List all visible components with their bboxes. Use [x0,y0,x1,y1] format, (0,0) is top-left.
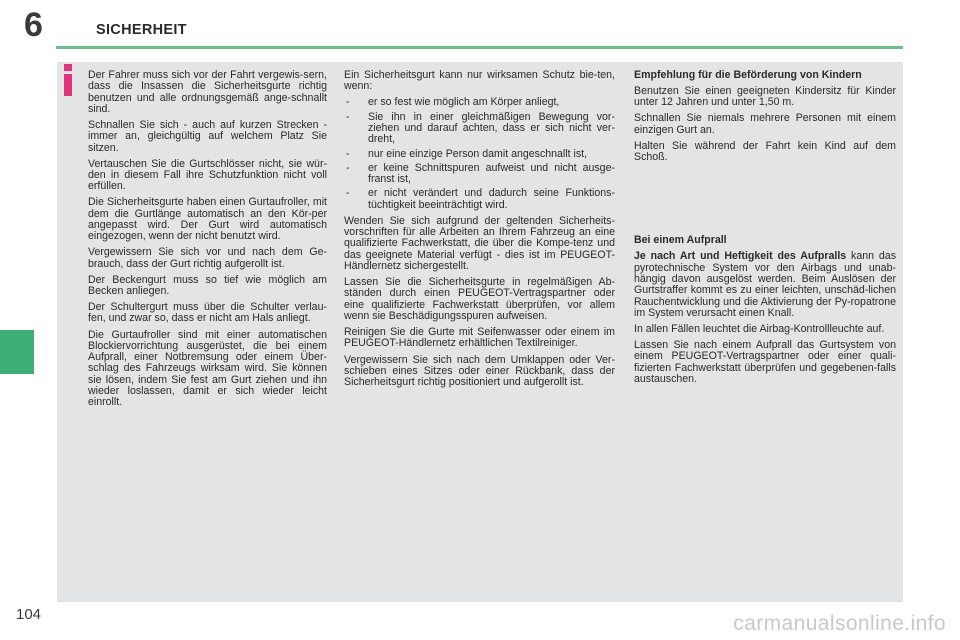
paragraph: Vergewissern Sie sich nach dem Umklappen oder Ver-schieben eines Sitzes oder einer Rückbank, dass der Sicherheitsgurt richtig positioniert und aufgerollt ist. [344,353,615,389]
column-children-and-impact [634,70,896,390]
page-number: 104 [16,606,42,623]
list-item [344,97,615,108]
list-item [344,149,615,160]
paragraph: Vertauschen Sie die Gurtschlösser nicht, sie wür-den in diesem Fall ihre Schutzfunktion nicht voll erfüllen. [88,157,327,193]
list-item [344,188,615,211]
paragraph: Vergewissern Sie sich vor und nach dem Ge-brauch, dass der Gurt richtig aufgerollt ist. [88,246,327,270]
list-item-text: er keine Schnittspuren aufweist und nicht ausge-franst ist, [368,161,615,186]
list-item-text: er nicht verändert und dadurch seine Funktions-tüchtigkeit beeinträchtigt wird. [368,187,615,211]
chapter-side-tab [0,330,34,374]
list-item-text: er so fest wie möglich am Körper anliegt, [368,96,560,109]
list-item [344,163,615,186]
paragraph: Lassen Sie nach einem Aufprall das Gurtsystem von einem PEUGEOT-Vertragspartner oder einer quali-fizierten Fachwerkstatt überprüfen und gegebenen-falls austauschen. [634,339,896,385]
list-marker: - [346,96,350,109]
list-intro: Ein Sicherheitsgurt kann nur wirksamen Schutz bie-ten, wenn: [344,69,615,93]
paragraph: Die Gurtaufroller sind mit einer automatischen Blockiervorrichtung ausgerüstet, die bei einem Aufprall, einer Notbremsung oder einem Über-schlag des Fahrzeugs wirksam wird. Sie können sie lösen, indem Sie fest am Gurt ziehen und ihn wieder loslassen, damit er sich wieder leicht einrollt. [88,328,327,409]
paragraph: Halten Sie während der Fahrt kein Kind auf dem Schoß. [634,139,896,164]
impact-emphasis: Je nach Art und Heftigkeit des Aufpralls [634,250,847,263]
list-item-text: Sie ihn in einer gleichmäßigen Bewegung vor-ziehen und darauf achten, dass er sich nicht ver-dreht, [368,110,615,146]
header-rule [56,46,903,49]
list-marker: - [346,187,350,200]
paragraph-impact [634,251,896,319]
section-heading-impact: Bei einem Aufprall [634,234,727,247]
column-belt-conditions [344,70,615,393]
impact-text: kann das pyrotechnische System vor den Airbags und unab-hängig davon ausgelöst werden. Beim Auslösen der Gurtstraffer kommt es zu einer leichten, unschäd-lichen Rauchentwicklung und die Aktivierung der Py-ropatrone im System verursacht einen Knall. [634,250,896,319]
list-marker: - [346,161,350,174]
chapter-title: SICHERHEIT [96,22,187,38]
paragraph: In allen Fällen leuchtet die Airbag-Kontrollleuchte auf. [634,322,885,335]
list-marker: - [346,147,350,160]
paragraph: Lassen Sie die Sicherheitsgurte in regelmäßigen Ab-ständen durch einen PEUGEOT-Vertragspartner oder eine qualifizierte Fachwerkstatt überprüfen, vor allem wenn sie Beschädigungsspuren aufweisen. [344,276,615,323]
condition-list [344,97,615,211]
paragraph: Der Beckengurt muss so tief wie möglich am Becken anliegen. [88,273,327,298]
chapter-number: 6 [24,6,43,44]
list-item-text: nur eine einzige Person damit angeschnallt ist, [368,147,588,160]
column-general-info [88,70,327,413]
paragraph: Wenden Sie sich aufgrund der geltenden Sicherheits-vorschriften für alle Arbeiten an Ihrem Fahrzeug an eine qualifizierte Fachwerkstatt, die über die Kompe-tenz und das geeignete Material verfügt - dies ist im PEUGEOT-Händlernetz sichergestellt. [344,214,615,273]
paragraph: Die Sicherheitsgurte haben einen Gurtaufroller, mit dem die Gurtlänge automatisch an den Kör-per angepasst wird. Der Gurt wird automatisch eingezogen, wenn der nicht benutzt wird. [88,196,327,243]
paragraph: Schnallen Sie sich - auch auf kurzen Strecken - immer an, gleichgültig auf welchem Platz Sie sitzen. [88,118,327,154]
paragraph: Der Fahrer muss sich vor der Fahrt vergewis-sern, dass die Insassen die Sicherheitsgurte richtig benutzen und alle ordnungsgemäß ange-schnallt sind. [88,69,327,115]
paragraph: Reinigen Sie die Gurte mit Seifenwasser oder einem im PEUGEOT-Händlernetz erhältlichen Textilreiniger. [344,326,615,350]
info-icon [59,64,81,96]
paragraph: Schnallen Sie niemals mehrere Personen mit einem einzigen Gurt an. [634,112,896,136]
paragraph: Der Schultergurt muss über die Schulter verlau-fen, und zwar so, dass er nicht am Hals anliegt. [88,301,327,325]
section-heading-children: Empfehlung für die Beförderung von Kindern [634,69,862,81]
spacer [634,168,896,235]
watermark: carmanualsonline.info [733,612,946,635]
paragraph: Benutzen Sie einen geeigneten Kindersitz für Kinder unter 12 Jahren und unter 1,50 m. [634,85,896,109]
list-marker: - [346,110,350,123]
list-item [344,112,615,146]
